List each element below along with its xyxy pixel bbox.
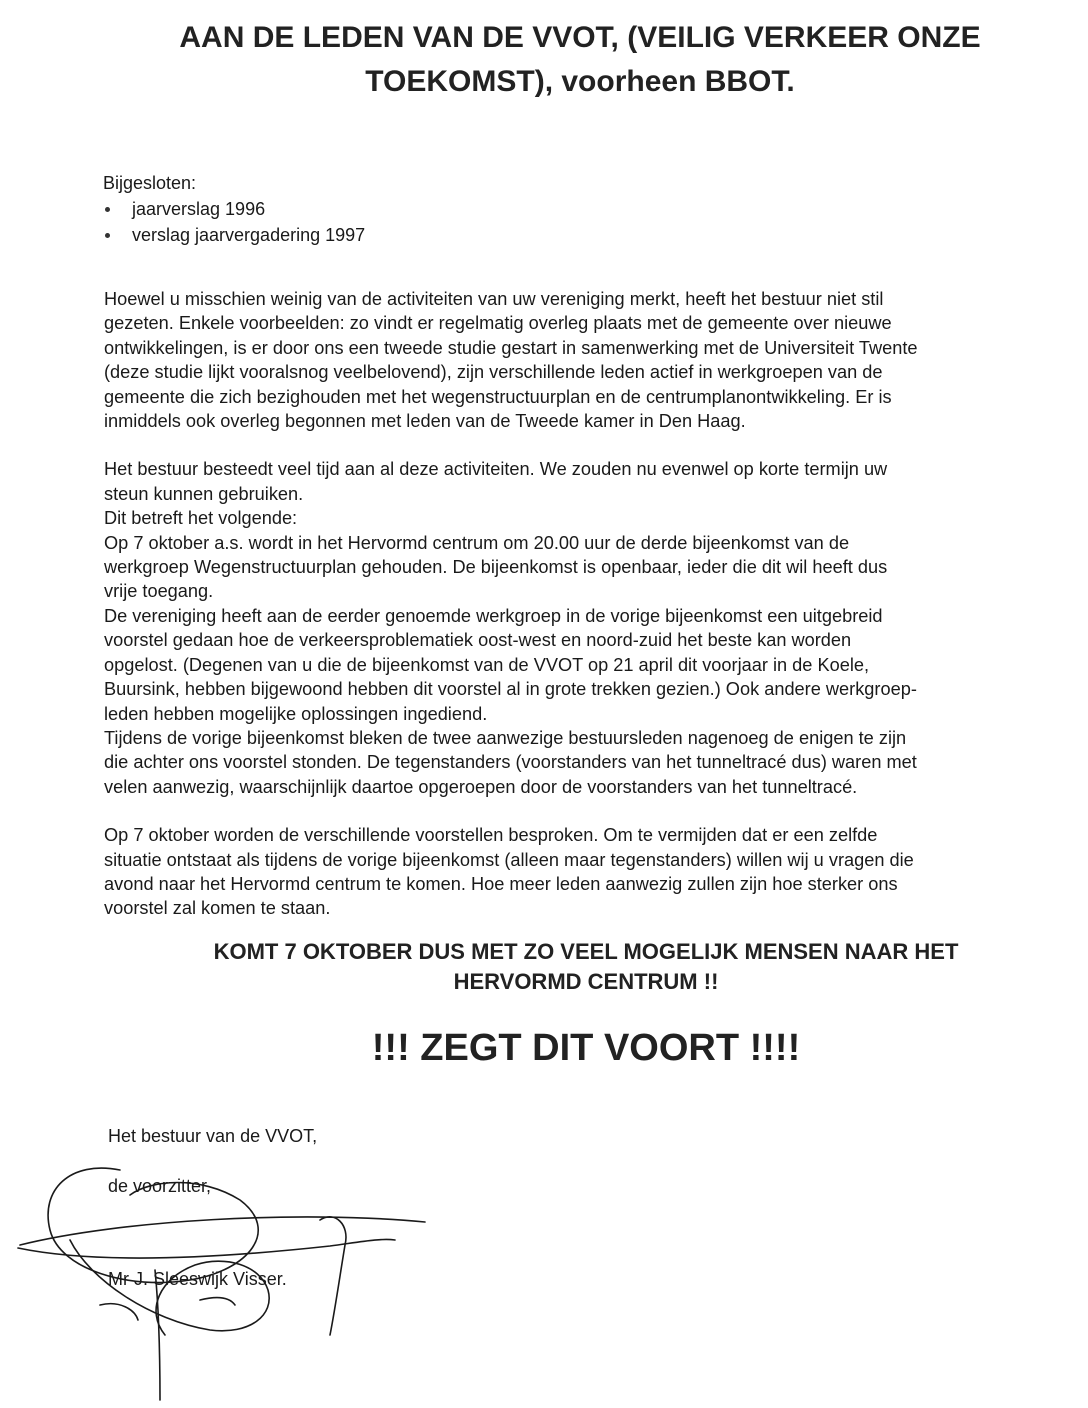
slogan-heading: !!! ZEGT DIT VOORT !!!! [371,1027,801,1069]
text-line: velen aanwezig, waarschijnlijk daartoe opgeroepen door de voorstanders van het tunneltracé. [104,776,858,797]
text-line: leden hebben mogelijke oplossingen ingediend. [104,703,488,724]
enclosures-block [103,170,365,248]
text-line: gemeente die zich bezighouden met het wegenstructuurplan en de centrumplanontwikkeling. Er is [104,386,892,407]
text-line: Dit betreft het volgende: [104,508,298,529]
text-line: voorstel zal komen te staan. [104,898,331,919]
text-line: voorstel gedaan hoe de verkeersproblematiek oost-west en noord-zuid het beste kan worden [104,630,852,651]
closing-name: Mr J. Sleeswijk Visser. [108,1269,287,1289]
closing-role: de voorzitter, [108,1176,212,1196]
enclosures-list [103,196,365,248]
paragraph-request [104,457,1044,799]
text-line: die achter ons voorstel stonden. De tegenstanders (voorstanders van het tunneltracé dus) waren met [104,752,917,773]
closing-board: Het bestuur van de VVOT, [108,1126,318,1146]
title-line-1: AAN DE LEDEN VAN DE VVOT, (VEILIG VERKEER ONZE [179,21,981,54]
text-line: De vereniging heeft aan de eerder genoemde werkgroep in de vorige bijeenkomst een uitgebreid [104,605,883,626]
callout-heading [100,937,1072,997]
text-line: Op 7 oktober worden de verschillende voorstellen besproken. Om te vermijden dat er een zelfde [104,825,878,846]
enclosure-item: verslag jaarvergadering 1997 [103,222,365,248]
callout-line-2: HERVORMD CENTRUM !! [453,969,719,994]
text-line: Het bestuur besteedt veel tijd aan al deze activiteiten. We zouden nu evenwel op korte termijn uw [104,459,888,480]
letter-body [104,287,1044,921]
text-line: opgelost. (Degenen van u die de bijeenkomst van de VVOT op 21 april dit voorjaar in de Koele, [104,654,870,675]
text-line: steun kunnen gebruiken. [104,483,304,504]
paragraph-activities [104,287,1044,433]
enclosures-label: Bijgesloten: [103,173,197,193]
text-line: (deze studie lijkt vooralsnog veelbelovend), zijn verschillende leden actief in werkgroepen van de [104,362,883,383]
text-line: ontwikkelingen, is er door ons een tweede studie gestart in samenwerking met de Universiteit Twente [104,337,918,358]
text-line: situatie ontstaat als tijdens de vorige bijeenkomst (alleen maar tegenstanders) willen wij u vragen die [104,849,914,870]
handwritten-signature [0,1150,450,1408]
text-line: Tijdens de vorige bijeenkomst bleken de twee aanwezige bestuursleden nagenoeg de enigen te zijn [104,727,907,748]
title-line-2: TOEKOMST), voorheen BBOT. [365,65,795,98]
text-line: gezeten. Enkele voorbeelden: zo vindt er regelmatig overleg plaats met de gemeente over nieuwe [104,313,892,334]
text-line: vrije toegang. [104,581,214,602]
text-line: avond naar het Hervormd centrum te komen. Hoe meer leden aanwezig zullen zijn hoe sterker ons [104,873,898,894]
text-line: Hoewel u misschien weinig van de activiteiten van uw vereniging merkt, heeft het bestuur niet stil [104,289,884,309]
callout-line-1: KOMT 7 OKTOBER DUS MET ZO VEEL MOGELIJK MENSEN NAAR HET [213,939,959,964]
letter-title [60,16,1088,104]
text-line: Op 7 oktober a.s. wordt in het Hervormd centrum om 20.00 uur de derde bijeenkomst van de [104,532,850,553]
text-line: Buursink, hebben bijgewoond hebben dit voorstel al in grote trekken gezien.) Ook andere werkgroep- [104,679,917,700]
enclosure-item: jaarverslag 1996 [103,196,365,222]
text-line: werkgroep Wegenstructuurplan gehouden. De bijeenkomst is openbaar, ieder die dit wil heeft dus [104,557,888,578]
text-line: inmiddels ook overleg begonnen met leden van de Tweede kamer in Den Haag. [104,411,746,432]
paragraph-meeting [104,823,1044,921]
